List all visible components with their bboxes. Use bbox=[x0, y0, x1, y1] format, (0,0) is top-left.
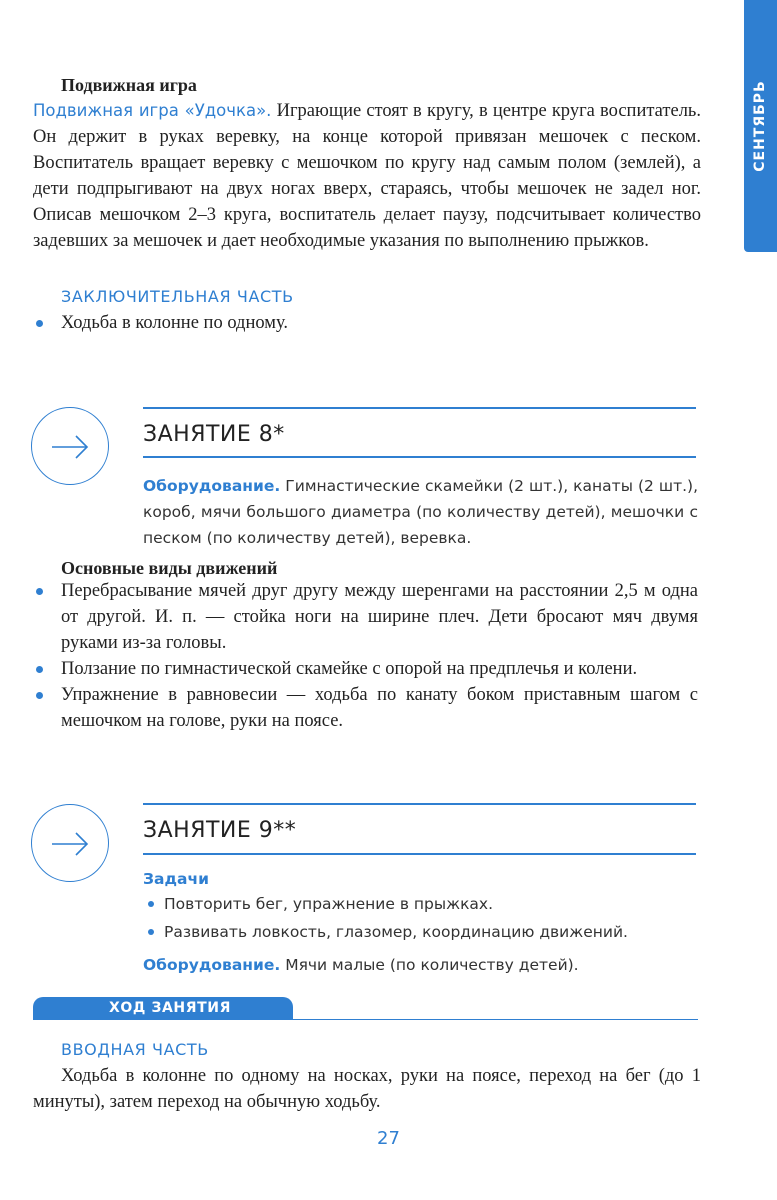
divider bbox=[143, 803, 696, 805]
bullet-icon bbox=[148, 901, 154, 907]
arrow-right-icon bbox=[31, 804, 109, 882]
bullet-icon bbox=[36, 692, 43, 699]
divider bbox=[33, 1019, 698, 1020]
tasks-title: Задачи bbox=[143, 870, 209, 888]
bullet-icon bbox=[36, 588, 43, 595]
arrow-right-icon-svg bbox=[32, 805, 110, 883]
intro-title: ВВОДНАЯ ЧАСТЬ bbox=[61, 1040, 209, 1059]
final-part-title: ЗАКЛЮЧИТЕЛЬНАЯ ЧАСТЬ bbox=[61, 287, 294, 306]
course-band bbox=[33, 997, 293, 1020]
list-item: Развивать ловкость, глазомер, координацию движений. bbox=[164, 918, 684, 946]
bullet-icon bbox=[148, 929, 154, 935]
page-number: 27 bbox=[377, 1128, 400, 1149]
lesson-9-equipment bbox=[143, 952, 698, 978]
intro-text: Ходьба в колонне по одному на носках, руки на поясе, переход на бег (до 1 минуты), затем переход на обычную ходьбу. bbox=[33, 1066, 701, 1112]
list-item: Ползание по гимнастической скамейке с опорой на предплечья и колени. bbox=[61, 656, 698, 682]
equipment-text: Мячи малые (по количеству детей). bbox=[280, 956, 579, 974]
arrow-right-icon-svg bbox=[32, 408, 110, 486]
moves-list bbox=[61, 578, 698, 734]
game-section bbox=[61, 72, 701, 98]
arrow-right-icon bbox=[31, 407, 109, 485]
course-band-label: ХОД ЗАНЯТИЯ bbox=[109, 1000, 231, 1016]
lesson-9-title: ЗАНЯТИЕ 9** bbox=[143, 818, 297, 843]
list-item: Упражнение в равновесии — ходьба по канату боком приставным шагом с мешочком на голове, руки на поясе. bbox=[61, 682, 698, 734]
game-text: Играющие стоят в кругу, в центре круга воспитатель. Он держит в руках веревку, на конце которой привязан мешочек с песком. Воспитатель вращает веревку с мешочком по кругу над самым полом (землей), а дети подпрыгивают на двух ногах вверх, стараясь, чтобы мешочек не задел ног. Описав мешочком 2–3 круга, воспитатель делает паузу, подсчитывает количество задевших за мешочек и дает необходимые указания по выполнению прыжков. bbox=[33, 101, 701, 251]
equipment-label: Оборудование. bbox=[143, 477, 281, 495]
game-heading: Подвижная игра bbox=[61, 75, 197, 95]
lesson-8-equipment bbox=[143, 473, 698, 551]
divider bbox=[143, 456, 696, 458]
equipment-text: Гимнастические скамейки (2 шт.), канаты (2 шт.), короб, мячи большого диаметра (по количеству детей), мешочки с песком (по количеству детей), веревка. bbox=[143, 477, 698, 547]
list-item: Повторить бег, упражнение в прыжках. bbox=[164, 890, 684, 918]
month-tab-label: СЕНТЯБРЬ bbox=[752, 80, 768, 172]
list-item: Перебрасывание мячей друг другу между шеренгами на расстоянии 2,5 м одна от другой. И. п. — стойка ноги на ширине плеч. Дети бросают мяч двумя руками из-за головы. bbox=[61, 578, 698, 656]
bullet-icon bbox=[36, 666, 43, 673]
divider bbox=[143, 407, 696, 409]
equipment-label: Оборудование. bbox=[143, 956, 281, 974]
list-item: Ходьба в колонне по одному. bbox=[61, 310, 701, 336]
main-moves-title: Основные виды движений bbox=[61, 558, 278, 578]
final-list bbox=[61, 310, 701, 336]
lesson-8-title: ЗАНЯТИЕ 8* bbox=[143, 422, 285, 447]
month-tab bbox=[744, 0, 777, 252]
tasks-list bbox=[164, 890, 684, 946]
game-paragraph bbox=[33, 98, 701, 254]
divider bbox=[143, 853, 696, 855]
bullet-icon bbox=[36, 320, 43, 327]
game-name: Подвижная игра «Удочка». bbox=[33, 101, 272, 120]
